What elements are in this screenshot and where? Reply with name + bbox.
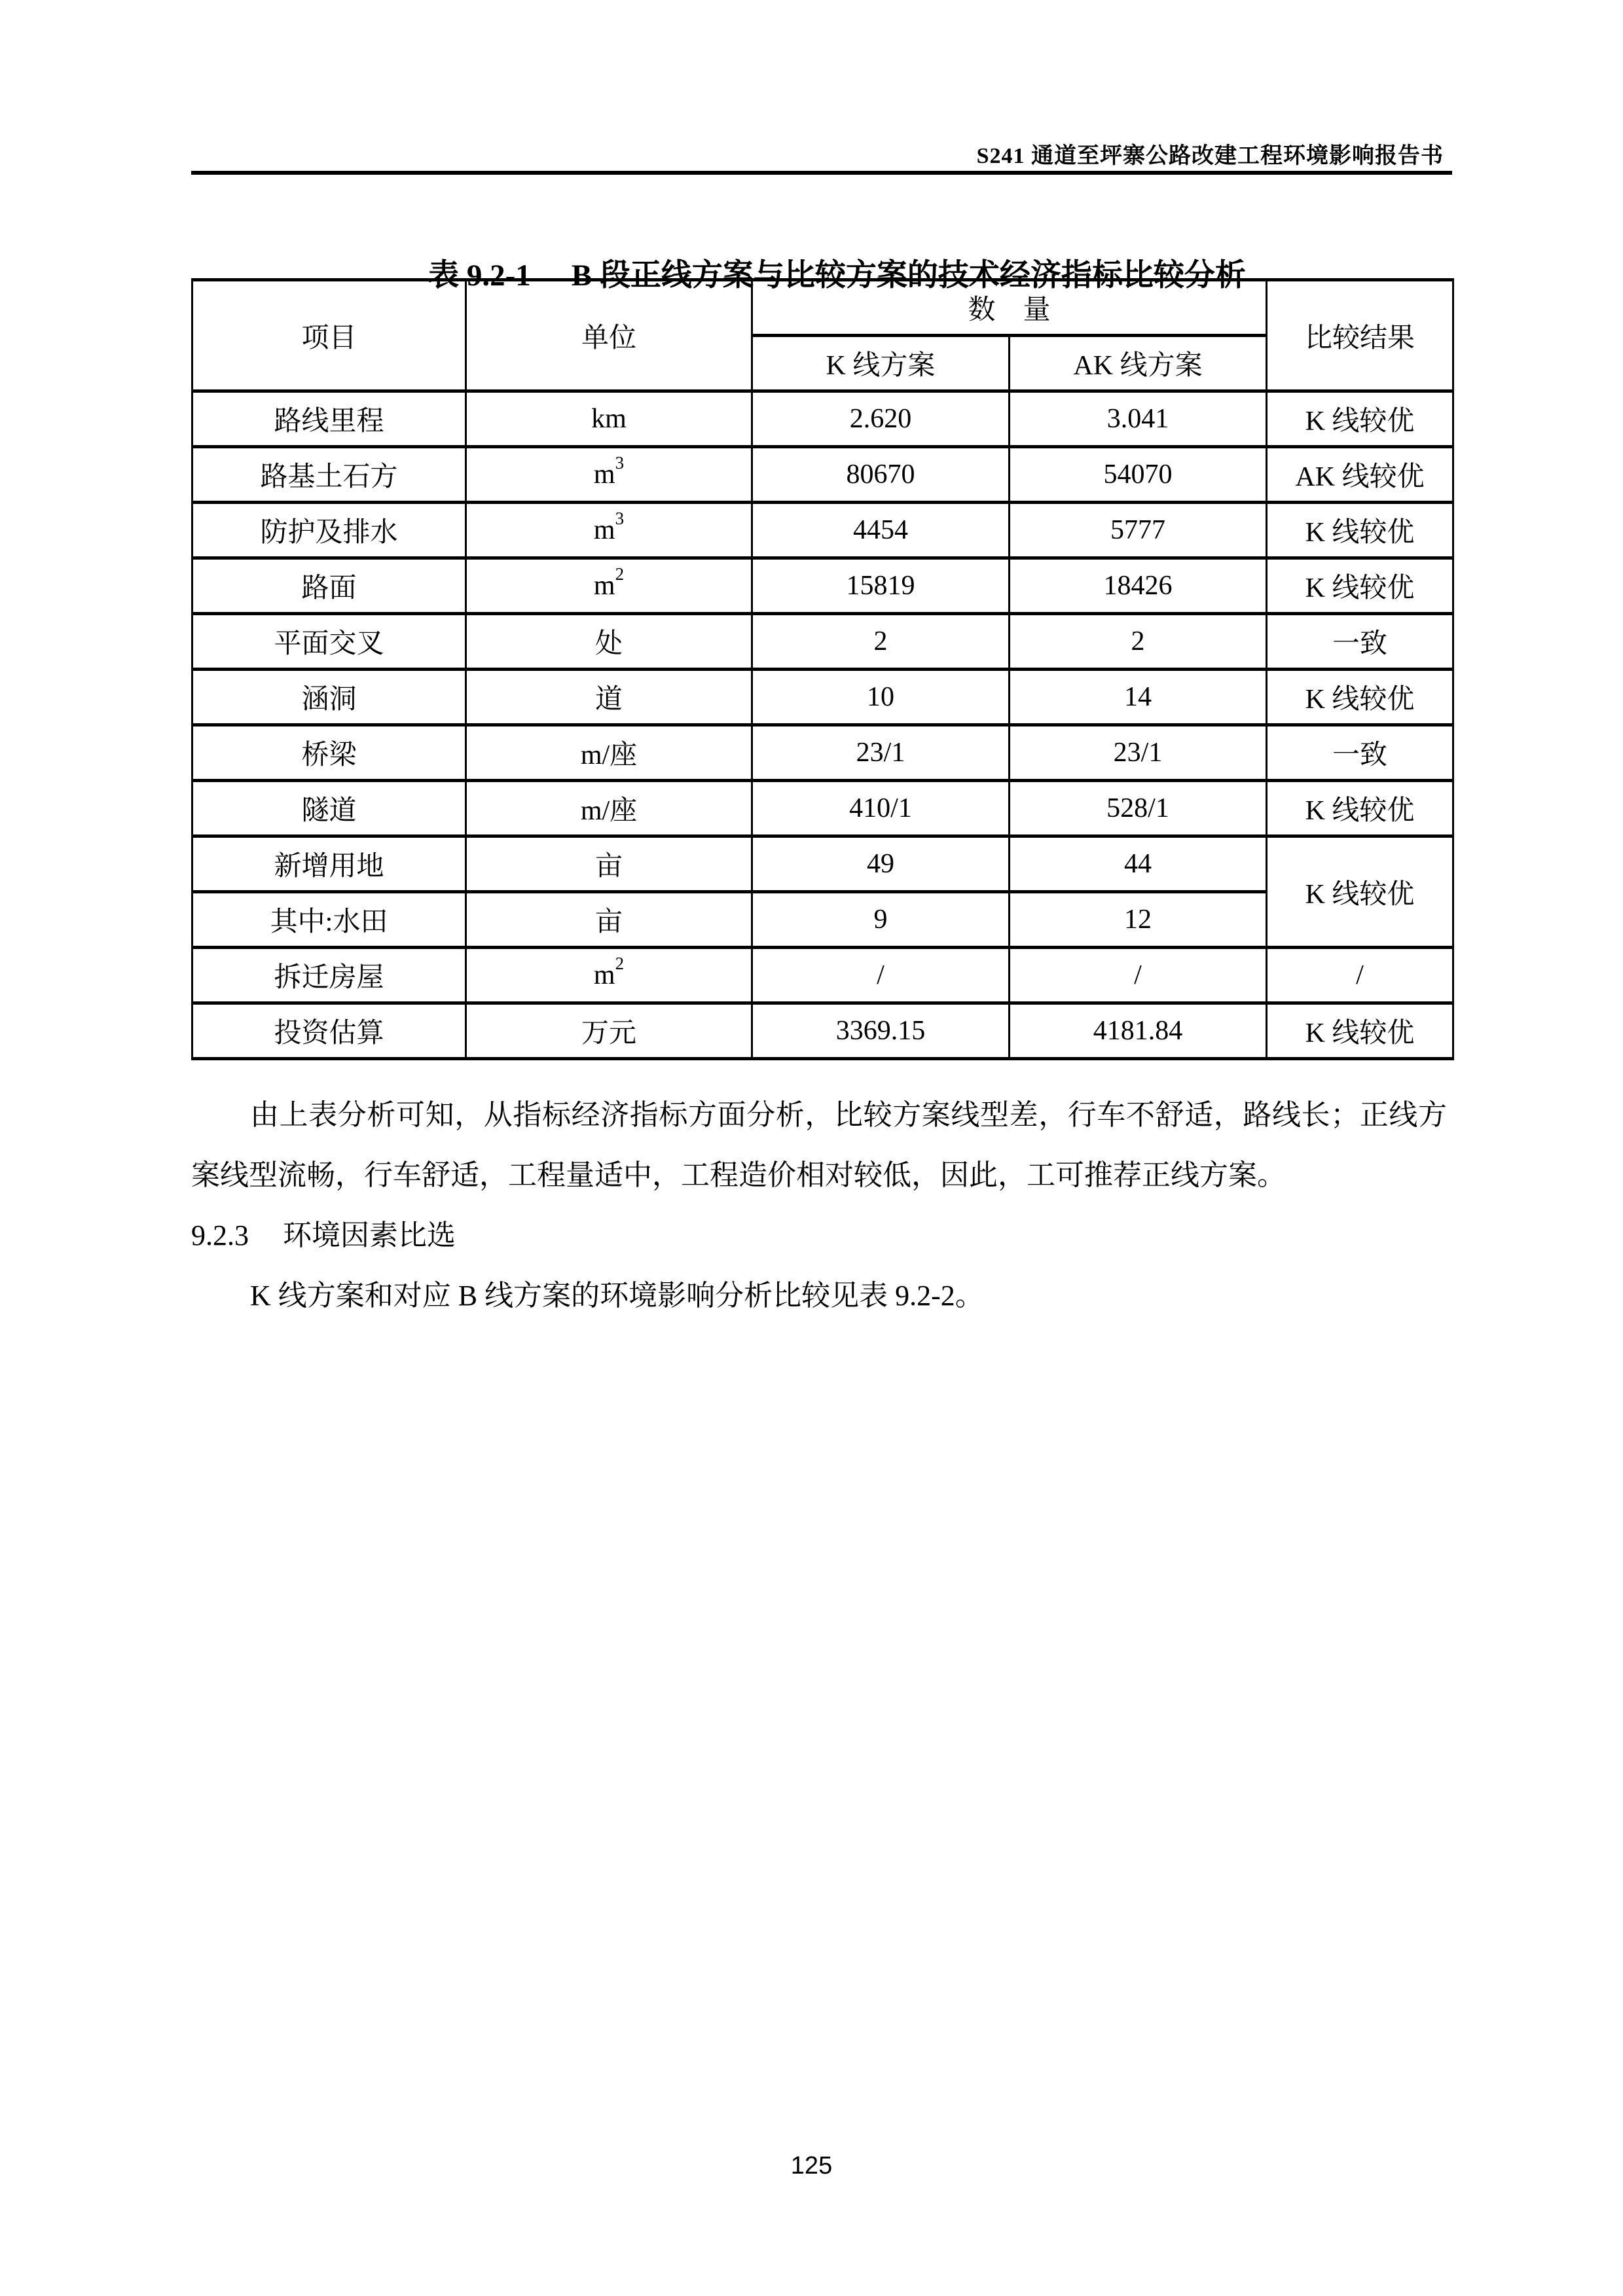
section-title: 环境因素比选 [283,1219,456,1251]
cell-item: 防护及排水 [192,503,466,558]
col-header-ak-line: AK 线方案 [1010,336,1267,391]
body-text [191,1085,1447,1326]
table-row [192,447,1453,503]
table-row [192,725,1453,781]
cell-item: 新增用地 [192,836,466,892]
cell-ak-value: 3.041 [1010,391,1267,447]
col-header-quantity: 数 量 [752,280,1267,336]
col-header-k-line: K 线方案 [752,336,1010,391]
cell-result: K 线较优 [1267,391,1453,447]
section-heading [191,1206,1447,1266]
table-row [192,670,1453,725]
cell-result: K 线较优 [1267,781,1453,836]
section-number: 9.2.3 [191,1219,249,1251]
cell-unit: 亩 [466,836,752,892]
cell-ak-value: 14 [1010,670,1267,725]
cell-k-value: / [752,948,1010,1003]
cell-k-value: 49 [752,836,1010,892]
cell-unit: 道 [466,670,752,725]
table-row [192,614,1453,670]
cell-ak-value: 2 [1010,614,1267,670]
cell-result: K 线较优 [1267,670,1453,725]
cell-ak-value: 12 [1010,892,1267,948]
cell-unit: km [466,391,752,447]
table-row [192,948,1453,1003]
col-header-item: 项目 [192,280,466,391]
cell-ak-value: 528/1 [1010,781,1267,836]
cell-unit: 处 [466,614,752,670]
table-row [192,836,1453,892]
cell-unit: $m^3$ [466,503,752,558]
cell-ak-value: 23/1 [1010,725,1267,781]
table-row [192,558,1453,614]
cell-item: 其中:水田 [192,892,466,948]
table-head [192,280,1453,391]
cell-k-value: 10 [752,670,1010,725]
cell-result: K 线较优 [1267,503,1453,558]
unit-exponent: 2 [615,954,625,973]
cell-result: K 线较优 [1267,836,1453,948]
cell-result: K 线较优 [1267,558,1453,614]
cell-unit: 亩 [466,892,752,948]
table-caption-text: B 段正线方案与比较方案的技术经济指标比较分析 [571,259,1246,293]
reference-sentence: K 线方案和对应 B 线方案的环境影响分析比较见表 9.2-2。 [250,1280,984,1312]
table-row [192,781,1453,836]
unit-exponent: 3 [615,509,625,528]
cell-ak-value: 54070 [1010,447,1267,503]
cell-k-value: 2.620 [752,391,1010,447]
table-body [192,391,1453,1059]
cell-unit: 万元 [466,1003,752,1059]
cell-k-value: 80670 [752,447,1010,503]
cell-item: 路面 [192,558,466,614]
cell-result: 一致 [1267,614,1453,670]
cell-item: 桥梁 [192,725,466,781]
cell-k-value: 15819 [752,558,1010,614]
cell-unit: m/座 [466,781,752,836]
cell-k-value: 2 [752,614,1010,670]
unit-exponent: 3 [615,453,625,473]
table-row [192,1003,1453,1059]
unit-exponent: 2 [615,564,625,584]
cell-k-value: 3369.15 [752,1003,1010,1059]
cell-item: 涵洞 [192,670,466,725]
page-number: 125 [790,2152,833,2179]
cell-result: / [1267,948,1453,1003]
col-header-unit: 单位 [466,280,752,391]
cell-item: 隧道 [192,781,466,836]
cell-item: 投资估算 [192,1003,466,1059]
cell-k-value: 410/1 [752,781,1010,836]
cell-ak-value: 44 [1010,836,1267,892]
cell-ak-value: 4181.84 [1010,1003,1267,1059]
comparison-table [191,278,1454,1060]
cell-unit: $m^2$ [466,948,752,1003]
col-header-result: 比较结果 [1267,280,1453,391]
cell-ak-value: 18426 [1010,558,1267,614]
analysis-paragraph: 由上表分析可知，从指标经济指标方面分析，比较方案线型差，行车不舒适，路线长；正线方案线型流畅，行车舒适，工程量适中，工程造价相对较低，因此，工可推荐正线方案。 [191,1099,1447,1191]
cell-k-value: 23/1 [752,725,1010,781]
table-row [192,892,1453,948]
cell-item: 路线里程 [192,391,466,447]
cell-item: 平面交叉 [192,614,466,670]
cell-ak-value: 5777 [1010,503,1267,558]
table-caption-number: 表 9.2-1 [428,259,531,293]
cell-unit: m/座 [466,725,752,781]
running-header: S241 通道至坪寨公路改建工程环境影响报告书 [976,144,1444,168]
cell-result: 一致 [1267,725,1453,781]
cell-item: 拆迁房屋 [192,948,466,1003]
cell-k-value: 4454 [752,503,1010,558]
cell-k-value: 9 [752,892,1010,948]
header-rule [191,171,1452,175]
cell-item: 路基土石方 [192,447,466,503]
cell-unit: $m^2$ [466,558,752,614]
table-row [192,503,1453,558]
cell-ak-value: / [1010,948,1267,1003]
cell-result: K 线较优 [1267,1003,1453,1059]
cell-unit: $m^3$ [466,447,752,503]
table-row [192,391,1453,447]
cell-result: AK 线较优 [1267,447,1453,503]
table-header-row-1 [192,280,1453,336]
